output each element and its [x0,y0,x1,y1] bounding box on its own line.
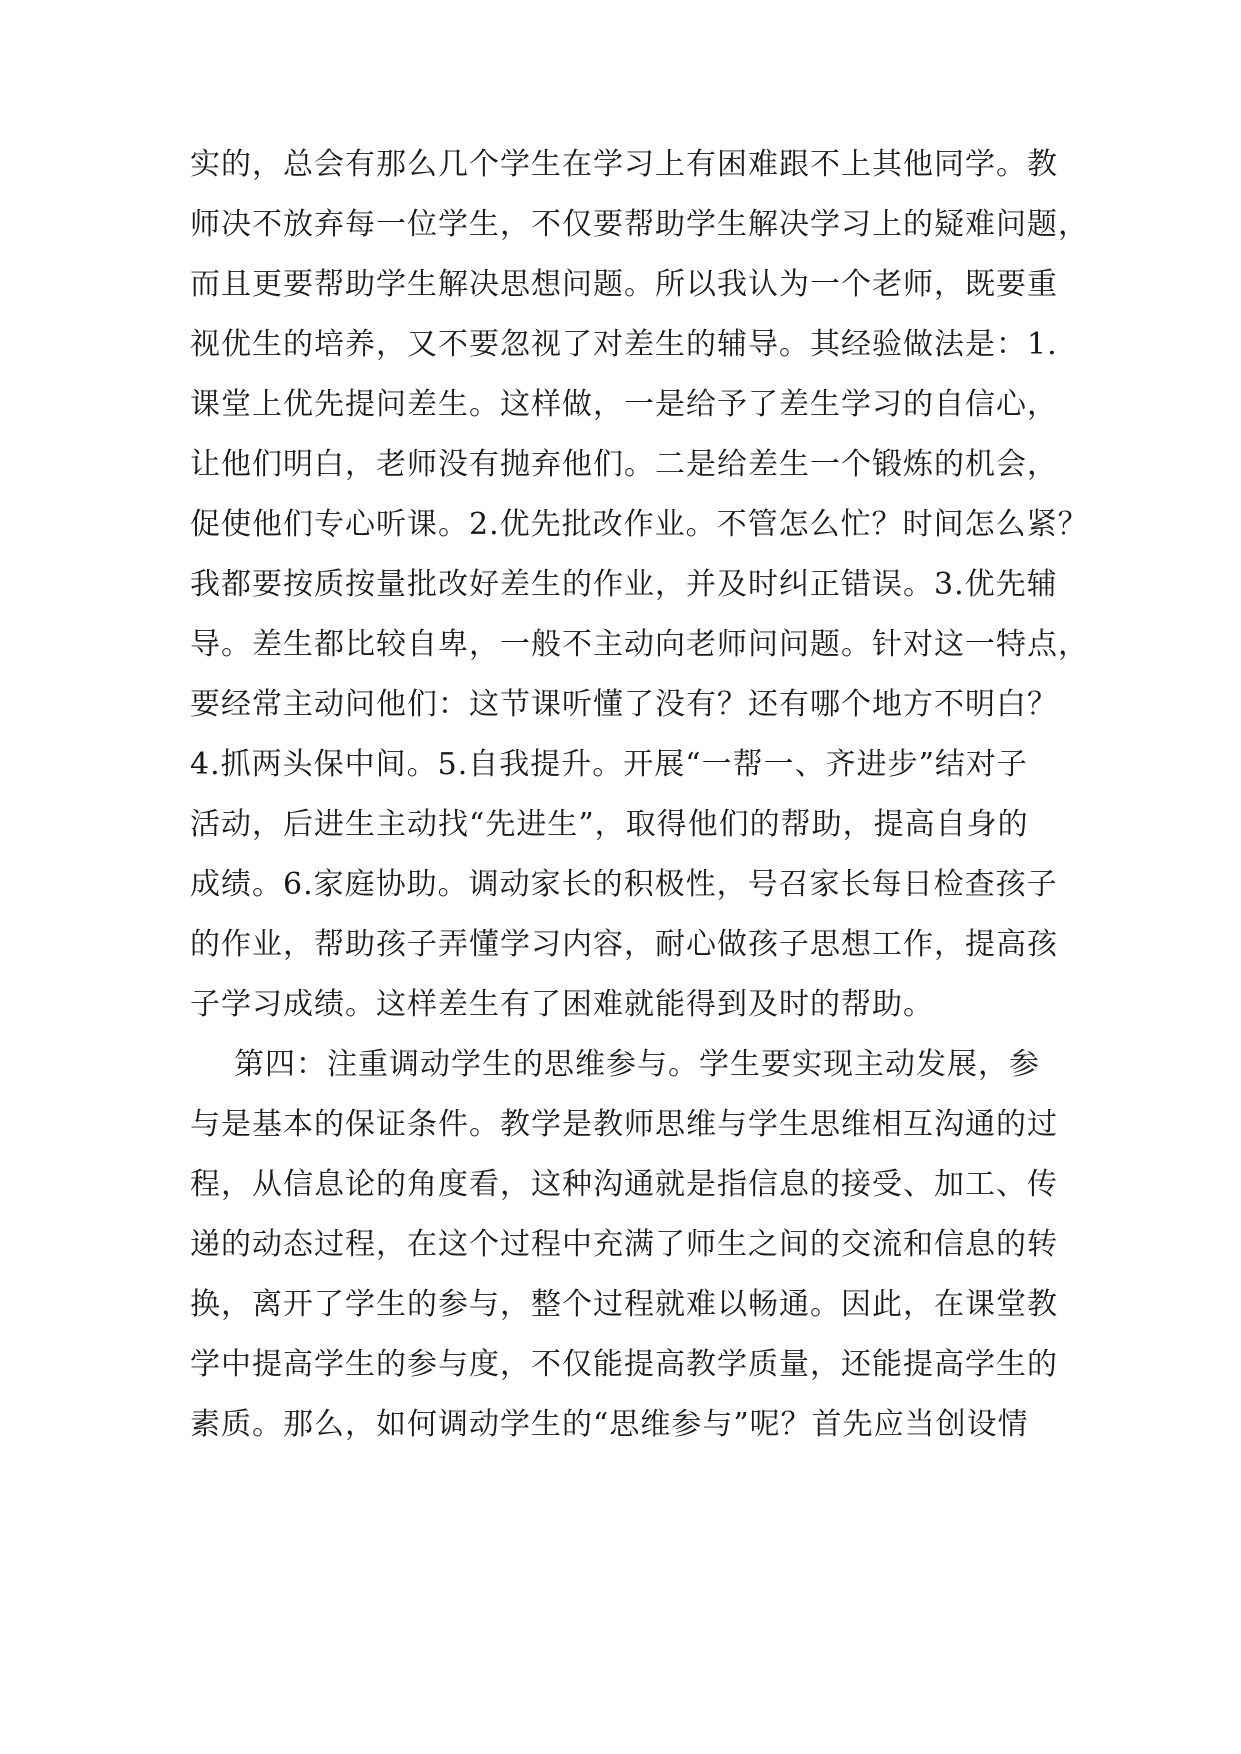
text-line: 素质。那么，如何调动学生的“思维参与”呢？首先应当创设情 [190,1407,1029,1442]
text-line: 4.抓两头保中间。5.自我提升。开展“一帮一、齐进步”结对子 [190,747,1028,782]
text-line: 实的，总会有那么几个学生在学习上有困难跟不上其他同学。教 [190,147,1058,182]
text-line: 活动，后进生主动找“先进生”，取得他们的帮助，提高自身的 [190,807,1029,842]
text-line: 学中提高学生的参与度，不仅能提高教学质量，还能提高学生的 [190,1347,1058,1382]
text-line: 导。差生都比较自卑，一般不主动向老师问问题。针对这一特点， [190,627,1089,662]
text-line: 视优生的培养，又不要忽视了对差生的辅导。其经验做法是：1. [190,327,1058,362]
text-line: 递的动态过程，在这个过程中充满了师生之间的交流和信息的转 [190,1227,1058,1262]
text-line: 师决不放弃每一位学生，不仅要帮助学生解决学习上的疑难问题， [190,207,1089,242]
text-line: 促使他们专心听课。2.优先批改作业。不管怎么忙？时间怎么紧？ [190,507,1089,542]
text-line: 课堂上优先提问差生。这样做，一是给予了差生学习的自信心， [190,387,1058,422]
paragraph-first-line: 第四：注重调动学生的思维参与。学生要实现主动发展，参 [234,1047,1040,1082]
text-line: 让他们明白，老师没有抛弃他们。二是给差生一个锻炼的机会， [190,447,1058,482]
text-line: 我都要按质按量批改好差生的作业，并及时纠正错误。3.优先辅 [190,567,1058,602]
text-line: 子学习成绩。这样差生有了困难就能得到及时的帮助。 [190,987,934,1022]
text-line: 与是基本的保证条件。教学是教师思维与学生思维相互沟通的过 [190,1107,1058,1142]
text-line: 程，从信息论的角度看，这种沟通就是指信息的接受、加工、传 [190,1167,1058,1202]
text-line: 换，离开了学生的参与，整个过程就难以畅通。因此，在课堂教 [190,1287,1058,1322]
text-line: 而且更要帮助学生解决思想问题。所以我认为一个老师，既要重 [190,267,1058,302]
text-line: 的作业，帮助孩子弄懂学习内容，耐心做孩子思想工作，提高孩 [190,927,1058,962]
text-line: 要经常主动问他们：这节课听懂了没有？还有哪个地方不明白？ [190,687,1058,722]
text-line: 成绩。6.家庭协助。调动家长的积极性，号召家长每日检查孩子 [190,867,1058,902]
